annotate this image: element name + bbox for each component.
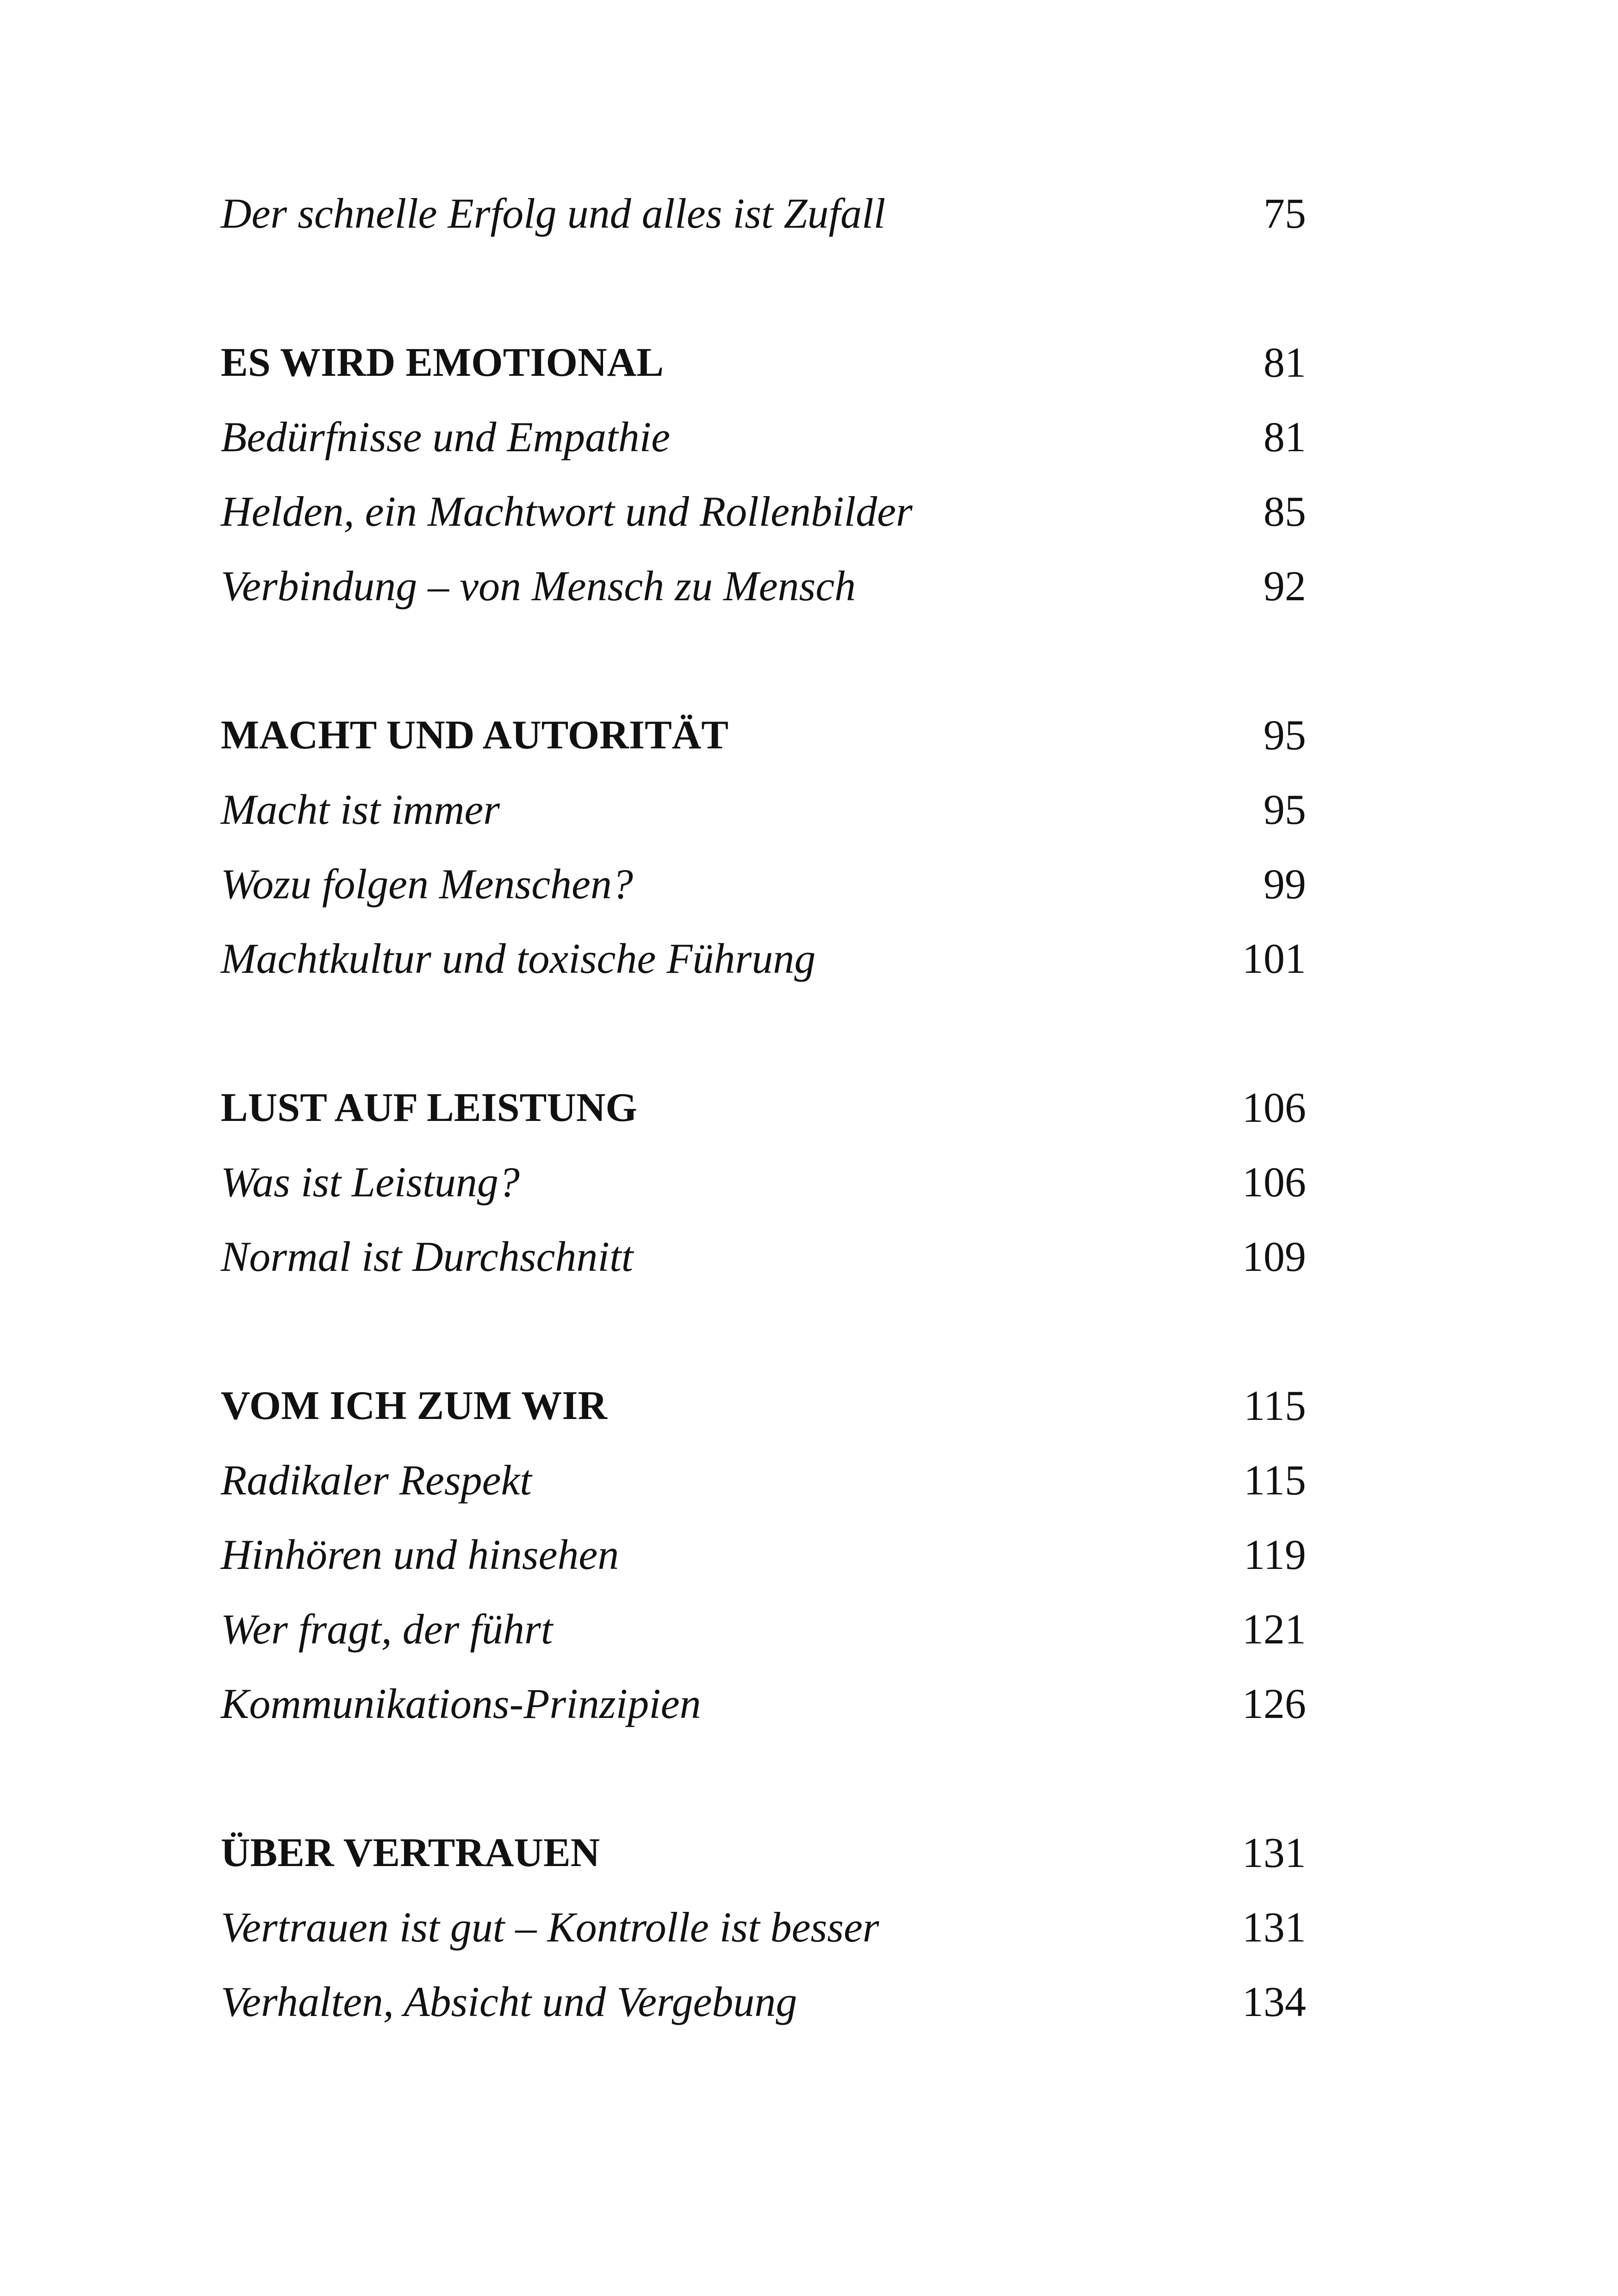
chapter-heading [221,1070,1306,1145]
toc-entry-title: Helden, ein Machtwort und Rollenbilder [221,488,913,535]
toc-entry-page-number: 85 [1263,488,1306,535]
toc-entry [221,400,1306,474]
toc-entry [221,772,1306,847]
toc-entry-page-number: 75 [1263,190,1306,237]
toc-section [221,325,1306,623]
toc-entry-title: Verbindung – von Mensch zu Mensch [221,562,856,610]
chapter-heading-page-number: 106 [1242,1084,1306,1131]
toc-entry [221,847,1306,921]
toc-entry-title: Machtkultur und toxische Führung [221,935,816,982]
toc-entry-page-number: 95 [1263,786,1306,833]
toc-entry [221,1667,1306,1741]
chapter-heading-title: ÜBER VERTRAUEN [221,1830,600,1875]
chapter-heading [221,698,1306,772]
toc-entry [221,1518,1306,1592]
chapter-heading-page-number: 81 [1263,339,1306,386]
toc-section [221,176,1306,251]
toc-entry-title: Vertrauen ist gut – Kontrolle ist besser [221,1904,879,1951]
toc-entry-title: Hinhören und hinsehen [221,1531,619,1578]
toc-entry-title: Der schnelle Erfolg und alles ist Zufall [221,190,886,237]
chapter-heading [221,325,1306,400]
toc-entry-page-number: 106 [1242,1158,1306,1206]
chapter-heading-title: VOM ICH ZUM WIR [221,1383,608,1428]
toc-entry-title: Wozu folgen Menschen? [221,860,633,908]
toc-entry [221,1890,1306,1965]
toc-entry-title: Kommunikations-Prinzipien [221,1680,701,1727]
toc-entry-page-number: 134 [1242,1978,1306,2025]
toc-entry-page-number: 109 [1242,1233,1306,1280]
chapter-heading-title: ES WIRD EMOTIONAL [221,340,664,385]
toc-entry-page-number: 101 [1242,935,1306,982]
chapter-heading-page-number: 115 [1244,1382,1306,1429]
toc-entry-title: Was ist Leistung? [221,1158,520,1206]
toc-entry [221,549,1306,623]
toc-entry-page-number: 119 [1244,1531,1306,1578]
toc-entry-title: Bedürfnisse und Empathie [221,413,670,460]
toc-entry [221,1220,1306,1294]
toc-entry-title: Verhalten, Absicht und Vergebung [221,1978,797,2025]
toc-entry [221,1443,1306,1518]
toc-entry-page-number: 115 [1244,1456,1306,1504]
toc-entry-page-number: 131 [1242,1904,1306,1951]
toc-entry [221,176,1306,251]
toc-entry-title: Normal ist Durchschnitt [221,1233,634,1280]
toc-entry [221,1592,1306,1667]
toc-entry-title: Radikaler Respekt [221,1456,532,1504]
toc-entry [221,1145,1306,1220]
chapter-heading-page-number: 131 [1242,1829,1306,1876]
chapter-heading-title: LUST AUF LEISTUNG [221,1085,637,1130]
toc-entry [221,921,1306,996]
toc-entry-page-number: 126 [1242,1680,1306,1727]
table-of-contents [221,176,1306,2114]
chapter-heading [221,1816,1306,1890]
chapter-heading [221,1369,1306,1443]
toc-section [221,1369,1306,1741]
toc-entry-title: Macht ist immer [221,786,500,833]
toc-section [221,1070,1306,1294]
toc-entry-page-number: 99 [1263,860,1306,908]
chapter-heading-title: MACHT UND AUTORITÄT [221,713,728,758]
toc-entry [221,474,1306,549]
toc-entry-page-number: 81 [1263,413,1306,460]
toc-entry [221,1965,1306,2039]
toc-entry-page-number: 92 [1263,562,1306,610]
chapter-heading-page-number: 95 [1263,711,1306,759]
toc-entry-page-number: 121 [1242,1605,1306,1653]
toc-entry-title: Wer fragt, der führt [221,1605,553,1653]
toc-section [221,1816,1306,2039]
toc-section [221,698,1306,996]
